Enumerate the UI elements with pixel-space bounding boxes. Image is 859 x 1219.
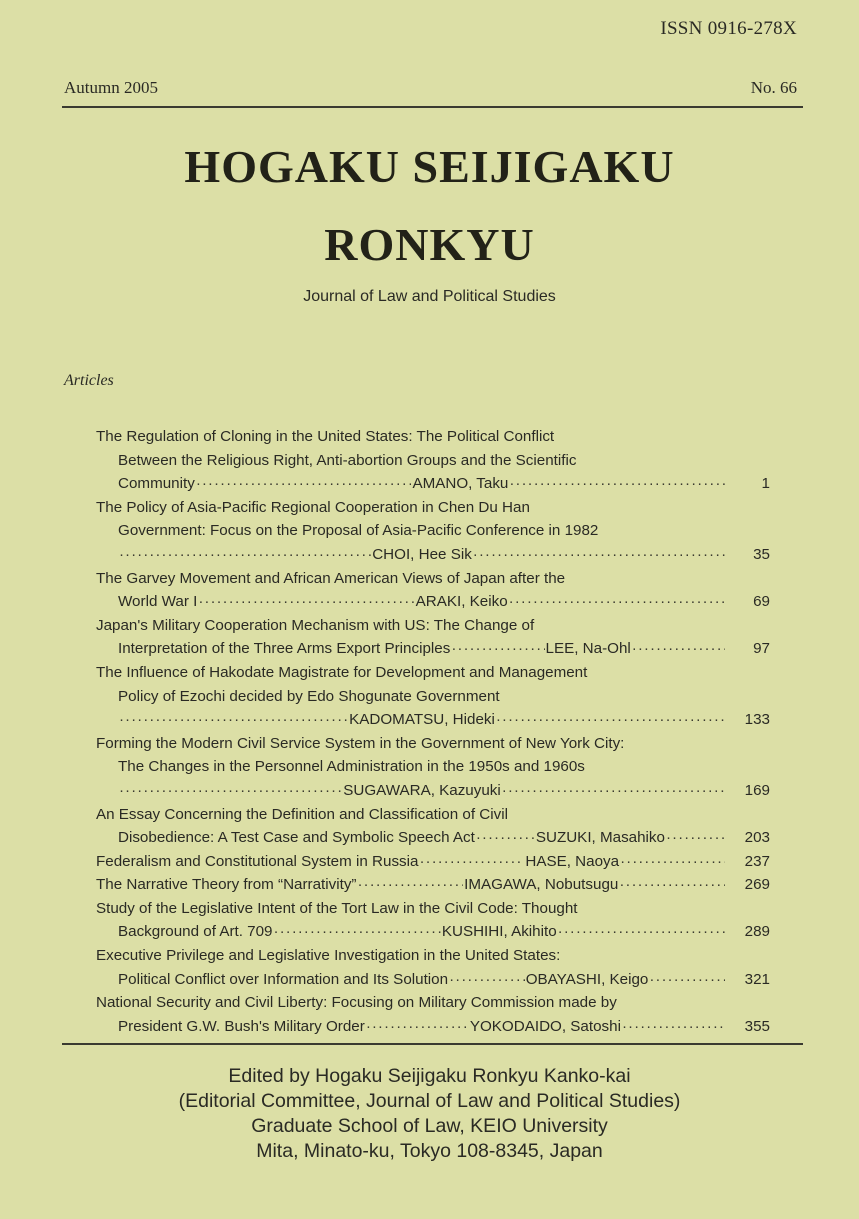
toc-entry [96,732,770,803]
issn: ISSN 0916-278X [660,18,797,39]
entry-leader-line [96,968,770,992]
entry-title-line: Executive Privilege and Legislative Investigation in the United States: [96,947,561,965]
entry-leader-line [96,472,770,496]
entry-author: LEE, Na-Ohl [545,640,631,658]
entry-title-line: The Garvey Movement and African American Views of Japan after the [96,569,566,587]
entry-page: 169 [744,781,770,799]
toc-entry [96,991,770,1038]
entry-leader-line [96,1015,770,1039]
toc-entry [96,567,770,614]
entry-author: IMAGAWA, Nobutsugu [464,876,619,894]
dot-leader [196,472,412,496]
section-heading: Articles [64,372,114,389]
issue-season: Autumn 2005 [64,78,158,97]
entry-title-line: Between the Religious Right, Anti-abortion Groups and the Scientific [118,451,577,469]
dot-leader [619,873,725,897]
entry-title-line: Political Conflict over Information and Its Solution [118,970,449,988]
entry-leader-line [96,920,770,944]
entry-page: 1 [761,475,770,493]
dot-leader [451,637,544,661]
entry-author: OBAYASHI, Keigo [525,970,649,988]
entry-leader-line [96,590,770,614]
entry-author: KUSHIHI, Akihito [441,923,557,941]
toc-entry [96,614,770,661]
toc-entry [96,897,770,944]
dot-leader [509,590,725,614]
entry-page: 133 [744,711,770,729]
issue-number: No. 66 [750,78,797,97]
entry-title-line: Community [118,475,195,493]
entry-page: 321 [744,970,770,988]
entry-title-line: The Regulation of Cloning in the United States: The Political Conflict [96,428,555,445]
editor-line: (Editorial Committee, Journal of Law and Political Studies) [178,1090,681,1112]
entry-author: CHOI, Hee Sik [372,545,472,563]
entry-leader-line [96,637,770,661]
entry-title-line: Disobedience: A Test Case and Symbolic Speech Act [118,829,475,847]
entry-title-line: Japan's Military Cooperation Mechanism with US: The Change of [96,616,535,634]
entry-author: AMANO, Taku [412,475,509,493]
entry-title-line: The Changes in the Personnel Administration in the 1950s and 1960s [118,758,585,776]
entry-author: HASE, Naoya [525,852,620,870]
entry-page: 269 [744,876,770,894]
toc-entry [96,425,770,496]
entry-title-line: Government: Focus on the Proposal of Asia-Pacific Conference in 1982 [118,522,599,540]
toc-entry [96,661,770,732]
entry-page: 69 [753,593,770,611]
dot-leader [358,873,464,897]
entry-author: SUGAWARA, Kazuyuki [343,781,501,799]
entry-page: 203 [744,829,770,847]
entry-leader-line [96,850,770,874]
entry-title-line: Background of Art. 709 [118,923,273,941]
entry-title-line: The Influence of Hakodate Magistrate for Development and Management [96,663,588,681]
entry-leader-line [96,873,770,897]
dot-leader [509,472,725,496]
entry-title-line: Forming the Modern Civil Service System in the Government of New York City: [96,734,625,752]
bottom-rule [62,1043,803,1045]
dot-leader [558,920,725,944]
dot-leader [502,779,725,803]
toc-entry [96,803,770,850]
entry-leader-line [96,779,770,803]
entry-title-line: President G.W. Bush's Military Order [118,1017,365,1035]
entry-leader-line [96,543,770,567]
dot-leader [632,637,725,661]
entry-title-line: An Essay Concerning the Definition and Classification of Civil [96,805,508,823]
entry-author: SUZUKI, Masahiko [535,829,665,847]
entry-leader-line [96,708,770,732]
table-of-contents [96,425,770,1038]
dot-leader [119,779,342,803]
journal-title-line1: HOGAKU SEIJIGAKU [184,141,675,192]
dot-leader [419,850,524,874]
dot-leader [449,968,525,992]
entry-page: 355 [744,1017,770,1035]
toc-entry [96,944,770,991]
entry-title-line: Policy of Ezochi decided by Edo Shogunate Government [118,687,500,705]
entry-title-line: The Narrative Theory from “Narrativity” [96,876,357,894]
editor-line: Graduate School of Law, KEIO University [251,1115,608,1137]
dot-leader [119,708,348,732]
entry-title-line: National Security and Civil Liberty: Focusing on Military Commission made by [96,994,617,1012]
editor-line: Mita, Minato-ku, Tokyo 108-8345, Japan [256,1140,603,1162]
top-rule [62,106,803,108]
entry-leader-line [96,826,770,850]
entry-author: YOKODAIDO, Satoshi [469,1017,621,1035]
dot-leader [622,1015,725,1039]
dot-leader [649,968,725,992]
entry-title-line: Interpretation of the Three Arms Export Principles [118,640,451,658]
dot-leader [274,920,441,944]
editor-line: Edited by Hogaku Seijigaku Ronkyu Kanko-kai [228,1065,631,1087]
entry-title-line: World War I [118,593,198,611]
entry-page: 97 [753,640,770,658]
dot-leader [366,1015,469,1039]
entry-author: KADOMATSU, Hideki [349,711,495,729]
entry-title-line: The Policy of Asia-Pacific Regional Cooperation in Chen Du Han [96,498,530,516]
dot-leader [473,543,725,567]
entry-page: 289 [744,923,770,941]
entry-page: 237 [744,852,770,870]
entry-title-line: Study of the Legislative Intent of the Tort Law in the Civil Code: Thought [96,899,578,917]
journal-title-line2: RONKYU [324,219,535,270]
dot-leader [620,850,725,874]
dot-leader [198,590,414,614]
editor-block [0,1064,859,1164]
entry-page: 35 [753,545,770,563]
dot-leader [496,708,725,732]
toc-entry [96,873,770,897]
dot-leader [476,826,535,850]
toc-entry [96,850,770,874]
entry-author: ARAKI, Keiko [415,593,508,611]
toc-entry [96,496,770,567]
journal-subtitle: Journal of Law and Political Studies [303,288,556,305]
dot-leader [666,826,725,850]
entry-title-line: Federalism and Constitutional System in Russia [96,852,419,870]
dot-leader [119,543,371,567]
